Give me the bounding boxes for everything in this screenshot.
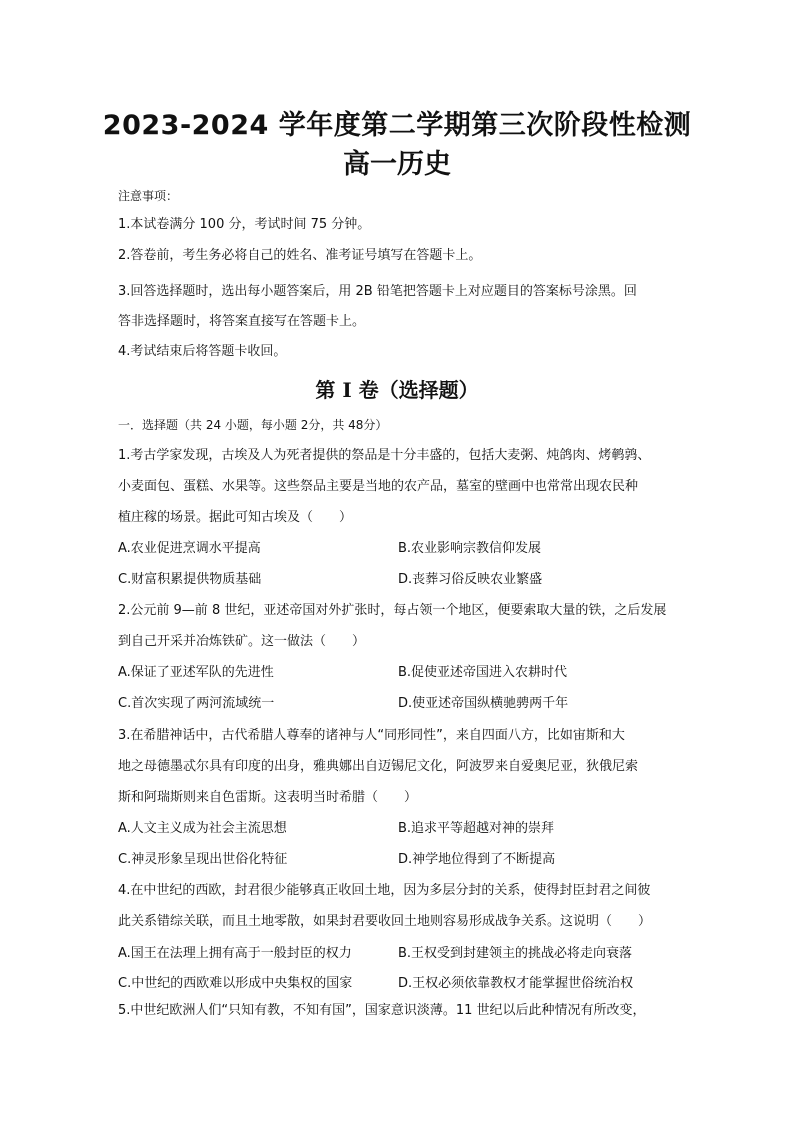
question-3-line: 地之母德墨忒尔具有印度的出身，雅典娜出自迈锡尼文化，阿波罗来自爱奥尼亚，狄俄尼索	[118, 759, 639, 774]
question-4-option-b: B.王权受到封建领主的挑战必将走向衰落	[398, 946, 633, 961]
question-3-option-c: C.神灵形象呈现出世俗化特征	[118, 852, 288, 867]
question-2-line: 到自己开采并冶炼铁矿。这一做法（ ）	[118, 634, 366, 649]
question-1-line: 小麦面包、蛋糕、水果等。这些祭品主要是当地的农产品，墓室的壁画中也常常出现农民种	[118, 479, 639, 494]
question-3-option-d: D.神学地位得到了不断提高	[398, 852, 556, 867]
question-1-line: 1.考古学家发现，古埃及人为死者提供的祭品是十分丰盛的，包括大麦粥、炖鸽肉、烤鹌鹑、	[118, 448, 651, 463]
question-2-option-d: D.使亚述帝国纵横驰骋两千年	[398, 696, 569, 711]
question-2-option-a: A.保证了亚述军队的先进性	[118, 665, 274, 680]
exam-subject: 高一历史	[343, 149, 451, 180]
question-1-line: 植庄稼的场景。据此可知古埃及（ ）	[118, 510, 353, 525]
notice-item: 1.本试卷满分 100 分，考试时间 75 分钟。	[118, 217, 371, 232]
question-1-option-a: A.农业促进烹调水平提高	[118, 541, 261, 556]
notice-item: 2.答卷前，考生务必将自己的姓名、准考证号填写在答题卡上。	[118, 248, 482, 263]
question-3-option-b: B.追求平等超越对神的崇拜	[398, 821, 555, 836]
question-1-option-d: D.丧葬习俗反映农业繁盛	[398, 572, 543, 587]
question-4-option-d: D.王权必须依靠教权才能掌握世俗统治权	[398, 976, 634, 991]
question-4-option-c: C.中世纪的西欧难以形成中央集权的国家	[118, 976, 353, 991]
section-title: 第 I 卷（选择题）	[315, 378, 479, 402]
question-4-line: 4.在中世纪的西欧，封君很少能够真正收回土地，因为多层分封的关系，使得封臣封君之间彼	[118, 883, 651, 898]
question-4-line: 此关系错综关联，而且土地零散，如果封君要收回土地则容易形成战争关系。这说明（ ）	[118, 914, 652, 929]
question-3-line: 3.在希腊神话中，古代希腊人尊奉的诸神与人“同形同性”，来自四面八方，比如宙斯和大	[118, 728, 625, 743]
notice-item: 3.回答选择题时，选出每小题答案后，用 2B 铅笔把答题卡上对应题目的答案标号涂黑。回	[118, 284, 637, 299]
question-2-line: 2.公元前 9—前 8 世纪，亚述帝国对外扩张时，每占领一个地区，便要索取大量的铁，之后发展	[118, 603, 667, 618]
question-3-line: 斯和阿瑞斯则来自色雷斯。这表明当时希腊（ ）	[118, 790, 418, 805]
question-4-option-a: A.国王在法理上拥有高于一般封臣的权力	[118, 946, 352, 961]
exam-title: 2023-2024 学年度第二学期第三次阶段性检测	[102, 110, 692, 141]
part-heading: 一．选择题（共 24 小题，每小题 2分，共 48分）	[118, 418, 388, 432]
question-1-option-c: C.财富积累提供物质基础	[118, 572, 262, 587]
question-3-option-a: A.人文主义成为社会主流思想	[118, 821, 287, 836]
notice-item: 答非选择题时，将答案直接写在答题卡上。	[118, 314, 366, 329]
question-2-option-b: B.促使亚述帝国进入农耕时代	[398, 665, 568, 680]
question-1-option-b: B.农业影响宗教信仰发展	[398, 541, 542, 556]
question-2-option-c: C.首次实现了两河流域统一	[118, 696, 275, 711]
notice-item: 4.考试结束后将答题卡收回。	[118, 344, 287, 359]
question-5-line: 5.中世纪欧洲人们“只知有教，不知有国”，国家意识淡薄。11 世纪以后此种情况有所改变，	[118, 1003, 646, 1018]
notice-heading: 注意事项：	[118, 189, 179, 203]
